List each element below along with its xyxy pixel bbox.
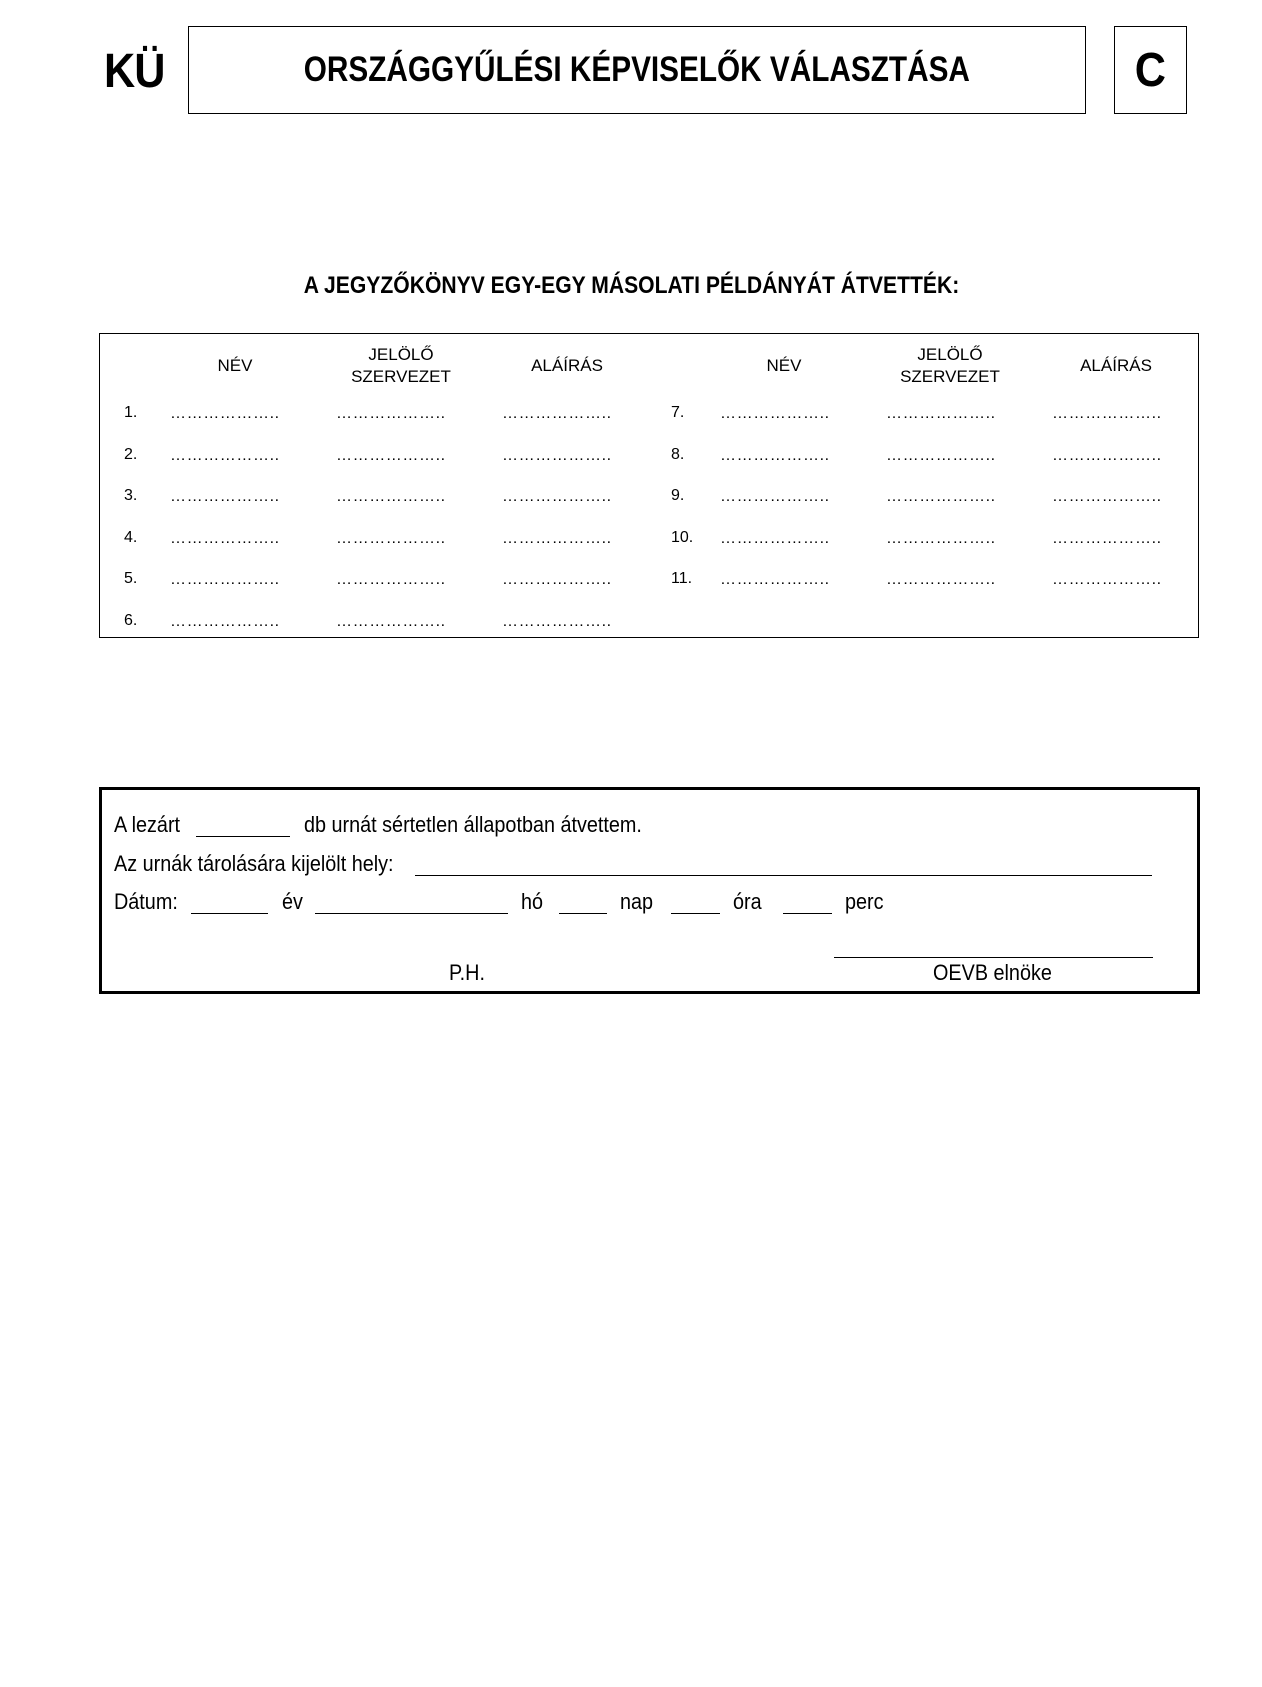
hour-field[interactable]	[671, 913, 720, 914]
column-header-left-2: JELÖLŐ SZERVEZET	[351, 345, 451, 386]
nominating-org-field[interactable]: ………………..	[336, 612, 446, 630]
name-field[interactable]: ………………..	[720, 529, 830, 547]
signature-field[interactable]: ………………..	[502, 529, 612, 547]
day-field[interactable]	[559, 913, 607, 914]
row-number: 11.	[671, 570, 693, 587]
row-number: 8.	[671, 445, 685, 463]
column-header-left-1: NÉV	[217, 356, 253, 375]
storage-place-field[interactable]	[415, 875, 1152, 876]
name-field[interactable]: ………………..	[170, 571, 280, 588]
name-field[interactable]: ………………..	[720, 571, 830, 588]
nominating-org-field[interactable]: ………………..	[336, 405, 446, 422]
nominating-org-field[interactable]: ………………..	[886, 446, 996, 464]
signature-field[interactable]: ………………..	[502, 612, 612, 630]
row-number: 5.	[124, 570, 138, 587]
title-box	[188, 26, 1086, 114]
column-header-right-3: ALÁÍRÁS	[1080, 356, 1152, 375]
copies-table	[99, 333, 1199, 638]
signature-line[interactable]	[834, 957, 1153, 958]
name-field[interactable]: ………………..	[720, 446, 830, 464]
signature-field[interactable]: ………………..	[502, 571, 612, 588]
signature-field[interactable]: ………………..	[1052, 446, 1162, 464]
stamp-label: P.H.	[449, 960, 485, 985]
name-field[interactable]: ………………..	[720, 405, 830, 422]
row-number: 2.	[124, 445, 138, 463]
signature-field[interactable]: ………………..	[502, 405, 612, 422]
column-header-right-1: NÉV	[766, 356, 802, 375]
receipt-line1-prefix: A lezárt	[114, 812, 181, 837]
hour-label: óra	[733, 889, 762, 914]
signature-field[interactable]: ………………..	[502, 446, 612, 464]
row-number: 9.	[671, 487, 685, 504]
row-number: 1.	[124, 404, 138, 421]
copies-heading: A JEGYZŐKÖNYV EGY-EGY MÁSOLATI PÉLDÁNYÁT ÁTVETTÉK:	[303, 272, 959, 299]
signature-field[interactable]: ………………..	[1052, 488, 1162, 505]
column-header-right-2: JELÖLŐ SZERVEZET	[900, 345, 1000, 386]
nominating-org-field[interactable]: ………………..	[886, 488, 996, 505]
signature-field[interactable]: ………………..	[1052, 571, 1162, 588]
signature-field[interactable]: ………………..	[1052, 405, 1162, 422]
name-field[interactable]: ………………..	[170, 612, 280, 630]
nominating-org-field[interactable]: ………………..	[336, 529, 446, 547]
day-label: nap	[620, 889, 654, 914]
minute-field[interactable]	[783, 913, 832, 914]
row-number: 6.	[124, 611, 138, 629]
row-number: 10.	[671, 528, 694, 546]
receipt-box	[99, 787, 1200, 994]
date-label: Dátum:	[114, 889, 178, 914]
storage-place-label: Az urnák tárolására kijelölt hely:	[114, 851, 394, 876]
form-code: KÜ	[104, 45, 165, 98]
nominating-org-field[interactable]: ………………..	[336, 571, 446, 588]
year-label: év	[282, 889, 303, 914]
name-field[interactable]: ………………..	[170, 446, 280, 464]
nominating-org-field[interactable]: ………………..	[336, 446, 446, 464]
signature-label: OEVB elnöke	[933, 960, 1052, 985]
nominating-org-field[interactable]: ………………..	[886, 571, 996, 588]
letter-box	[1114, 26, 1187, 114]
month-label: hó	[521, 889, 544, 914]
minute-label: perc	[845, 889, 884, 914]
signature-field[interactable]: ………………..	[502, 488, 612, 505]
receipt-line1-suffix: db urnát sértetlen állapotban átvettem.	[304, 812, 642, 837]
signature-field[interactable]: ………………..	[1052, 529, 1162, 547]
name-field[interactable]: ………………..	[170, 529, 280, 547]
name-field[interactable]: ………………..	[170, 405, 280, 422]
nominating-org-field[interactable]: ………………..	[886, 405, 996, 422]
form-title: ORSZÁGGYŰLÉSI KÉPVISELŐK VÁLASZTÁSA	[303, 50, 971, 89]
nominating-org-field[interactable]: ………………..	[336, 488, 446, 505]
row-number: 4.	[124, 528, 138, 546]
month-field[interactable]	[315, 913, 508, 914]
name-field[interactable]: ………………..	[720, 488, 830, 505]
column-header-left-3: ALÁÍRÁS	[531, 356, 603, 375]
row-number: 7.	[671, 404, 685, 421]
row-number: 3.	[124, 487, 138, 504]
urn-count-field[interactable]	[196, 836, 290, 837]
nominating-org-field[interactable]: ………………..	[886, 529, 996, 547]
year-field[interactable]	[191, 913, 268, 914]
form-letter: C	[1134, 43, 1167, 97]
name-field[interactable]: ………………..	[170, 488, 280, 505]
